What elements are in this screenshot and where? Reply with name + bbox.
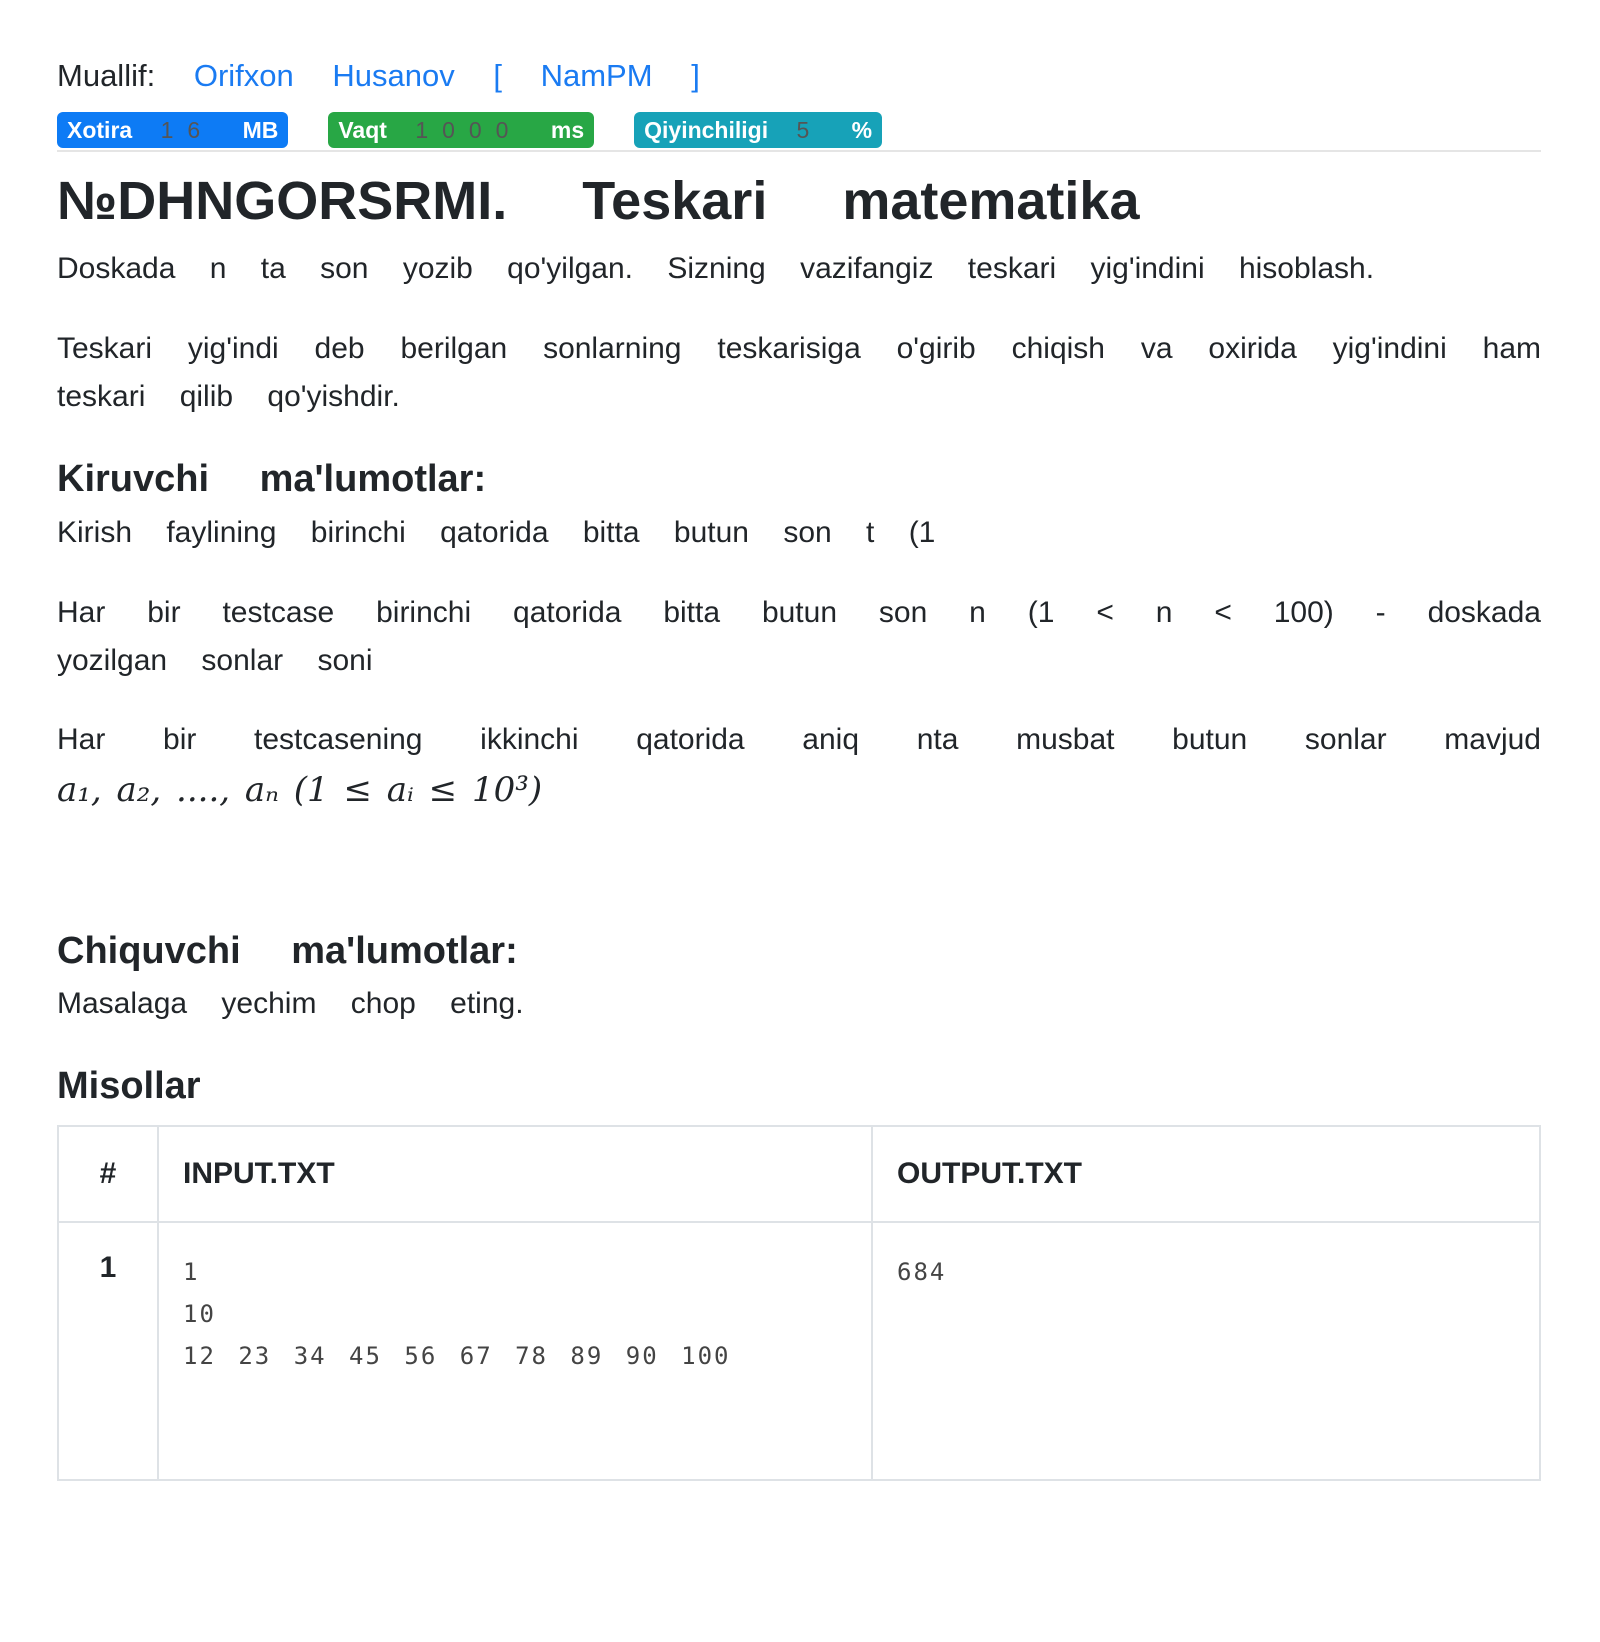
row-number: 1 (58, 1222, 158, 1480)
time-badge: Vaqt 1000 ms (328, 112, 594, 148)
col-output: OUTPUT.TXT (872, 1126, 1540, 1222)
table-row (58, 1222, 1540, 1480)
col-number: # (58, 1126, 158, 1222)
problem-title: №DHNGORSRMI. Teskari matematika (57, 171, 1140, 231)
col-input: INPUT.TXT (158, 1126, 872, 1222)
input-paragraph: Kirish faylining birinchi qatorida bitta butun son t (1 (57, 516, 936, 549)
example-output: 684 (897, 1258, 947, 1286)
input-heading: Kiruvchi ma'lumotlar: (57, 458, 487, 500)
input-paragraph: Har bir testcase birinchi qatorida bitta butun son n (1 < n < 100) - doskada yozilgan sonlar soni (57, 596, 1541, 677)
examples-table (57, 1125, 1541, 1481)
divider (57, 150, 1541, 152)
statement-paragraph: Doskada n ta son yozib qo'yilgan. Sizning vazifangiz teskari yig'indini hisoblash. (57, 252, 1375, 285)
example-input: 1 10 12 23 34 45 56 67 78 89 90 100 (183, 1258, 731, 1370)
input-constraint-math: a₁, a₂, ...., aₙ (1 ≤ aᵢ ≤ 10³) (57, 770, 543, 810)
memory-badge: Xotira 16 MB (57, 112, 288, 148)
statement-paragraph: Teskari yig'indi deb berilgan sonlarning teskarisiga o'girib chiqish va oxirida yig'indini ham teskari qilib qo'yishdir. (57, 332, 1541, 413)
output-heading: Chiquvchi ma'lumotlar: (57, 930, 518, 972)
output-paragraph: Masalaga yechim chop eting. (57, 987, 524, 1020)
author-line (57, 58, 700, 94)
author-label: Muallif: (57, 58, 156, 93)
examples-heading: Misollar (57, 1065, 201, 1107)
difficulty-badge: Qiyinchiligi 5 % (634, 112, 882, 148)
author-link[interactable]: Orifxon Husanov [ NamPM ] (193, 58, 700, 93)
input-paragraph: Har bir testcasening ikkinchi qatorida aniq nta musbat butun sonlar mavjud (57, 723, 1541, 756)
